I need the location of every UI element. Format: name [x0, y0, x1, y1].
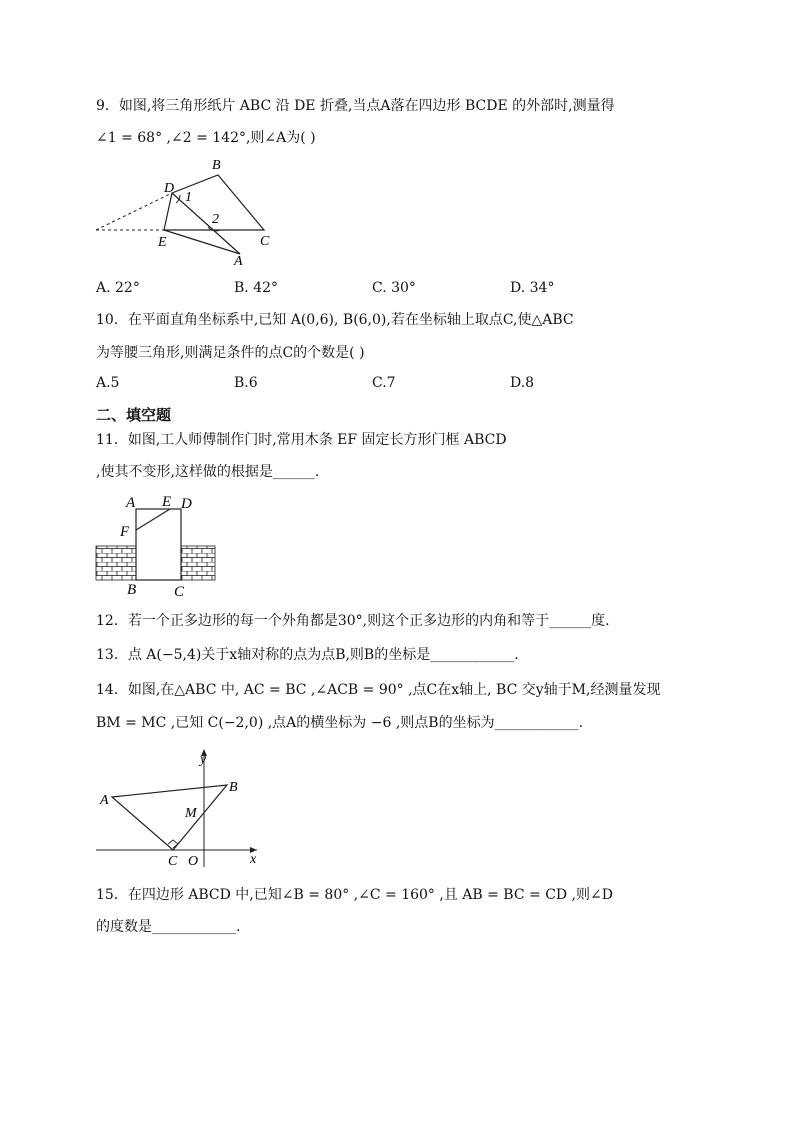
q12-stem: 12．若一个正多边形的每一个外角都是30°,则这个正多边形的内角和等于______度.: [96, 613, 610, 629]
q9-option-a[interactable]: A. 22°: [96, 280, 140, 296]
q9-option-b[interactable]: B. 42°: [234, 280, 279, 296]
q10-option-c[interactable]: C.7: [372, 375, 396, 391]
q14-label-b: B: [229, 780, 238, 795]
q9-stem-line2: ∠1 = 68° ,∠2 = 142°,则∠A为( ): [96, 130, 316, 146]
q14-label-x: x: [250, 852, 257, 867]
q9-dashed-extension-top: [96, 193, 172, 230]
q11-label-d: D: [181, 496, 192, 512]
q9-label-a: A: [234, 254, 243, 269]
q11-label-b: B: [127, 582, 137, 598]
q9-label-angle2: 2: [212, 212, 219, 227]
q11-label-a: A: [126, 495, 136, 511]
q14-triangle-abc: [112, 785, 227, 850]
q9-label-b: B: [212, 158, 221, 173]
q11-stem-line1: 11．如图,工人师傅制作门时,常用木条 EF 固定长方形门框 ABCD: [96, 432, 507, 448]
q9-label-d: D: [164, 181, 175, 196]
q9-figure: [90, 155, 290, 267]
q14-label-c: C: [168, 854, 178, 869]
q9-option-d[interactable]: D. 34°: [510, 280, 555, 296]
section-heading-fill-in: 二、填空题: [96, 406, 172, 424]
q15-stem-line2: 的度数是____________.: [96, 919, 241, 935]
q9-stem-line1: 9．如图,将三角形纸片 ABC 沿 DE 折叠,当点A落在四边形 BCDE 的外部时,测量得: [96, 98, 615, 114]
q10-option-b[interactable]: B.6: [234, 375, 258, 391]
q10-option-a[interactable]: A.5: [96, 375, 120, 391]
q11-label-c: C: [174, 584, 185, 600]
q10-stem-line1: 10．在平面直角坐标系中,已知 A(0,6), B(6,0),若在坐标轴上取点C,使△ABC: [96, 312, 574, 328]
q14-stem-line2: BM = MC ,已知 C(−2,0) ,点A的横坐标为 −6 ,则点B的坐标为____________.: [96, 715, 584, 731]
q10-option-d[interactable]: D.8: [510, 375, 535, 391]
q14-label-y: y: [200, 752, 207, 767]
q11-label-e: E: [162, 494, 172, 510]
q11-stem-line2: ,使其不变形,这样做的根据是______.: [96, 464, 320, 480]
q9-label-e: E: [158, 235, 167, 250]
q9-label-c: C: [260, 234, 270, 249]
q11-brick-wall-left: [96, 546, 136, 580]
q11-figure: [94, 490, 219, 600]
q11-brick-wall-right: [181, 546, 215, 580]
q9-label-angle1: 1: [185, 190, 192, 205]
q11-door-frame-abcd: [136, 509, 181, 580]
q13-stem: 13．点 A(−5,4)关于x轴对称的点为点B,则B的坐标是____________.: [96, 647, 519, 663]
q15-stem-line1: 15．在四边形 ABCD 中,已知∠B = 80° ,∠C = 160° ,且 AB = BC = CD ,则∠D: [96, 887, 613, 903]
q14-stem-line1: 14．如图,在△ABC 中, AC = BC ,∠ACB = 90° ,点C在x轴上, BC 交y轴于M,经测量发现: [96, 682, 661, 698]
q14-label-m: M: [185, 806, 197, 821]
q14-label-o: O: [188, 854, 199, 869]
q14-figure: [92, 745, 267, 870]
q10-stem-line2: 为等腰三角形,则满足条件的点C的个数是( ): [96, 345, 365, 361]
q14-label-a: A: [100, 793, 109, 808]
q11-label-f: F: [120, 524, 130, 540]
q9-folded-triangle: [164, 193, 240, 254]
q9-option-c[interactable]: C. 30°: [372, 280, 416, 296]
